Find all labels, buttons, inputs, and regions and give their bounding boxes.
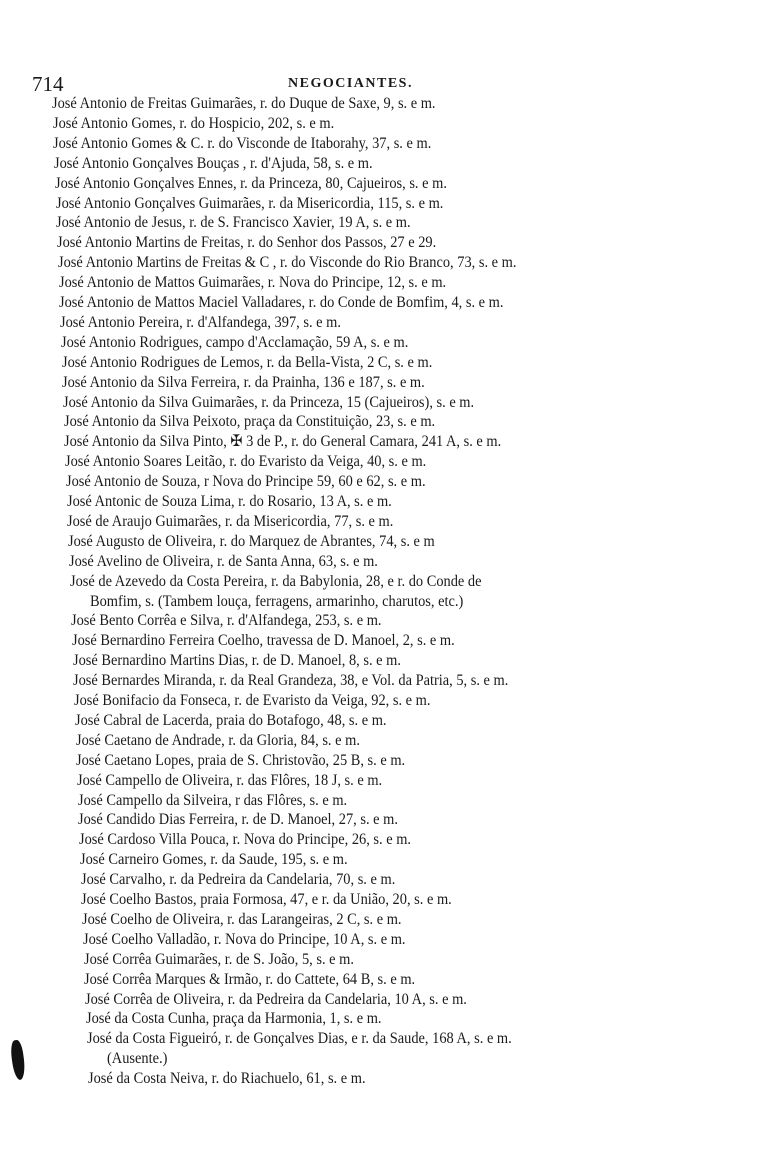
list-item: José Bento Corrêa e Silva, r. d'Alfandega, 253, s. e m. — [71, 612, 382, 630]
list-item: José de Araujo Guimarães, r. da Misericordia, 77, s. e m. — [67, 512, 394, 530]
page-title: NEGOCIANTES. — [288, 76, 413, 91]
list-item: José Antonic de Souza Lima, r. do Rosario, 13 A, s. e m. — [66, 493, 392, 510]
list-item: José da Costa Neiva, r. do Riachuelo, 61, s. e m. — [88, 1070, 366, 1088]
list-item: José Bonifacio da Fonseca, r. de Evaristo da Veiga, 92, s. e m. — [74, 692, 431, 709]
list-item: José Antonio Gomes & C. r. do Visconde de Itaborahy, 37, s. e m. — [53, 134, 432, 152]
list-item: Bomfim, s. (Tambem louça, ferragens, armarinho, charutos, etc.) — [90, 592, 464, 610]
list-item: José Antonio de Souza, r Nova do Principe 59, 60 e 62, s. e m. — [65, 473, 426, 491]
list-item: José Antonio Martins de Freitas, r. do Senhor dos Passos, 27 e 29. — [57, 234, 437, 252]
list-item: José Antonio Pereira, r. d'Alfandega, 397, s. e m. — [60, 313, 342, 331]
ink-blot — [9, 1039, 26, 1080]
list-item: José Antonio da Silva Pinto, ✠ 3 de P., r. do General Camara, 241 A, s. e m. — [64, 433, 502, 451]
list-item: José Antonio de Mattos Guimarães, r. Nova do Principe, 12, s. e m. — [58, 274, 446, 292]
list-item: José Augusto de Oliveira, r. do Marquez de Abrantes, 74, s. e m — [68, 532, 435, 550]
list-item: José Coelho Bastos, praia Formosa, 47, e r. da União, 20, s. e m. — [81, 891, 453, 908]
list-item: José Corrêa Guimarães, r. de S. João, 5, s. e m. — [83, 950, 354, 968]
list-item: José Antonio Gonçalves Bouças , r. d'Ajuda, 58, s. e m. — [54, 154, 373, 172]
list-item: José Carneiro Gomes, r. da Saude, 195, s. e m. — [79, 851, 348, 869]
list-item: José Antonio de Freitas Guimarães, r. do Duque de Saxe, 9, s. e m. — [52, 95, 436, 112]
list-item: José Cardoso Villa Pouca, r. Nova do Principe, 26, s. e m. — [79, 831, 412, 849]
list-item: José Bernardes Miranda, r. da Real Grandeza, 38, e Vol. da Patria, 5, s. e m. — [73, 672, 509, 690]
list-item: José Caetano Lopes, praia de S. Christovão, 25 B, s. e m. — [76, 751, 406, 769]
list-item: José Antonio Soares Leitão, r. do Evaristo da Veiga, 40, s. e m. — [65, 453, 427, 471]
list-item: José Antonio Rodrigues de Lemos, r. da Bella-Vista, 2 C, s. e m. — [61, 353, 432, 371]
list-item: (Ausente.) — [107, 1050, 168, 1068]
list-item: José Candido Dias Ferreira, r. de D. Manoel, 27, s. e m. — [78, 811, 399, 829]
list-item: José Corrêa Marques & Irmão, r. do Cattete, 64 B, s. e m. — [84, 970, 416, 988]
list-item: José Caetano de Andrade, r. da Gloria, 84, s. e m. — [75, 731, 360, 749]
list-item: José Antonio Gonçalves Guimarães, r. da Misericordia, 115, s. e m. — [55, 194, 444, 212]
page-number: 714 — [32, 72, 64, 96]
page-header — [32, 72, 552, 96]
list-item: José Antonio Martins de Freitas & C , r. do Visconde do Rio Branco, 73, s. e m. — [57, 254, 517, 272]
list-item: José Antonio da Silva Peixoto, praça da Constituição, 23, s. e m. — [63, 413, 435, 431]
list-item: José Antonio Rodrigues, campo d'Acclamação, 59 A, s. e m. — [60, 333, 409, 351]
list-item: José Bernardino Martins Dias, r. de D. Manoel, 8, s. e m. — [72, 652, 401, 670]
list-item: José Antonio Gomes, r. do Hospicio, 202, s. e m. — [52, 114, 334, 132]
list-item: José Bernardino Ferreira Coelho, travessa de D. Manoel, 2, s. e m. — [71, 632, 455, 650]
list-item: José Carvalho, r. da Pedreira da Candelaria, 70, s. e m. — [80, 871, 395, 889]
list-item: José da Costa Cunha, praça da Harmonia, 1, s. e m. — [85, 1010, 382, 1028]
list-item: José de Azevedo da Costa Pereira, r. da Babylonia, 28, e r. do Conde de — [69, 572, 482, 590]
list-item: José Cabral de Lacerda, praia do Botafogo, 48, s. e m. — [74, 711, 387, 729]
list-item: José Coelho Valladão, r. Nova do Principe, 10 A, s. e m. — [82, 930, 406, 948]
list-item: José Coelho de Oliveira, r. das Larangeiras, 2 C, s. e m. — [82, 910, 402, 928]
list-item: José Campello da Silveira, r das Flôres, s. e m. — [77, 791, 347, 809]
list-item: José da Costa Figueiró, r. de Gonçalves Dias, e r. da Saude, 168 A, s. e m. — [86, 1030, 512, 1048]
list-item: José Antonio Gonçalves Ennes, r. da Princeza, 80, Cajueiros, s. e m. — [54, 174, 447, 192]
list-item: José Antonio de Mattos Maciel Valladares, r. do Conde de Bomfim, 4, s. e m. — [59, 294, 504, 311]
list-item: José Avelino de Oliveira, r. de Santa Anna, 63, s. e m. — [68, 552, 378, 570]
list-item: José Antonio da Silva Ferreira, r. da Prainha, 136 e 187, s. e m. — [62, 373, 426, 391]
list-item: José Antonio de Jesus, r. de S. Francisco Xavier, 19 A, s. e m. — [56, 214, 411, 232]
list-item: José Corrêa de Oliveira, r. da Pedreira da Candelaria, 10 A, s. e m. — [85, 990, 467, 1008]
list-item: José Antonio da Silva Guimarães, r. da Princeza, 15 (Cajueiros), s. e m. — [63, 393, 475, 411]
list-item: José Campello de Oliveira, r. das Flôres, 18 J, s. e m. — [76, 771, 383, 789]
